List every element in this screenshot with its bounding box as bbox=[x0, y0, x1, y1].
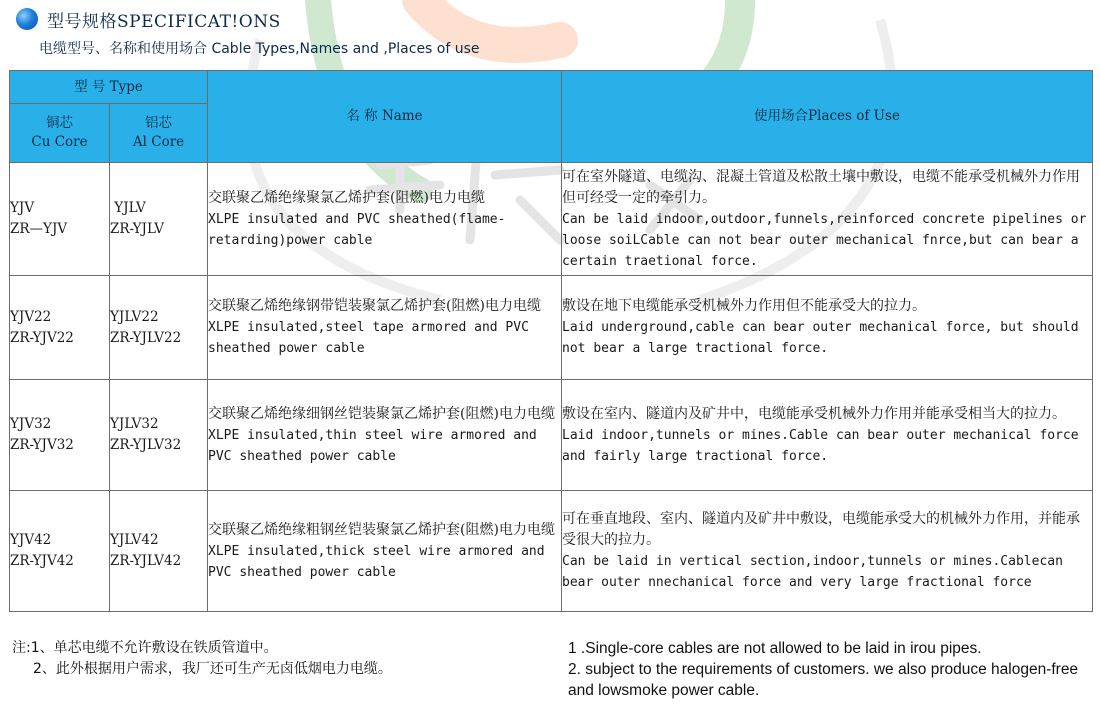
al-model-zr: ZR-YJLV bbox=[110, 221, 165, 237]
cable-spec-table bbox=[9, 70, 1093, 612]
cu-header-cn: 铜芯 bbox=[46, 115, 73, 131]
use-en: Can be laid in vertical section,indoor,tunnels or mines.Cablecan bear outer nnechanical force and very large fractional force bbox=[562, 554, 1063, 590]
title-row bbox=[14, 6, 480, 32]
use-cn: 可在垂直地段、室内、隧道内及矿井中敷设，电缆能承受大的机械外力作用，并能承受很大的拉力。 bbox=[562, 511, 1081, 548]
name-cn: 交联聚乙烯绝缘细钢丝铠装聚氯乙烯护套(阻燃)电力电缆 bbox=[208, 405, 555, 422]
name-en: XLPE insulated and PVC sheathed(flame-retarding)power cable bbox=[208, 211, 506, 248]
name-cell bbox=[208, 491, 562, 612]
notes-english bbox=[568, 638, 1088, 701]
al-model: YJLV32 bbox=[110, 416, 159, 432]
name-cell bbox=[208, 276, 562, 380]
al-model-cell bbox=[110, 163, 208, 276]
section-header bbox=[14, 6, 480, 58]
cu-model: YJV42 bbox=[10, 532, 52, 548]
al-model: YJLV42 bbox=[110, 532, 159, 548]
cu-model-cell bbox=[10, 163, 110, 276]
cu-header-en: Cu Core bbox=[31, 134, 88, 150]
al-model-cell bbox=[110, 276, 208, 380]
note-en-1: 1 .Single-core cables are not allowed to be laid in irou pipes. bbox=[568, 640, 982, 657]
al-model-zr: ZR-YJLV22 bbox=[110, 329, 182, 346]
use-cn: 敷设在地下电缆能承受机械外力作用但不能承受大的拉力。 bbox=[562, 298, 927, 314]
al-header-en: Al Core bbox=[132, 134, 185, 150]
al-header-cn: 铝芯 bbox=[145, 115, 172, 131]
name-en: XLPE insulated,thin steel wire armored and PVC sheathed power cable bbox=[208, 427, 537, 464]
name-cell bbox=[208, 380, 562, 491]
use-en: Laid underground,cable can bear outer mechanical force, but should not bear a large tractional force. bbox=[562, 320, 1079, 356]
note-cn-1: 注:1、单芯电缆不允许敷设在铁质管道中。 bbox=[12, 640, 278, 656]
use-cell bbox=[562, 491, 1093, 612]
cu-model-zr: ZR—YJV bbox=[10, 221, 68, 237]
table-row bbox=[10, 491, 1093, 612]
type-header: 型 号 Type bbox=[10, 71, 208, 104]
al-model-cell bbox=[110, 380, 208, 491]
cu-model-zr: ZR-YJV22 bbox=[10, 329, 74, 346]
cu-model-cell bbox=[10, 380, 110, 491]
cu-core-header bbox=[10, 104, 110, 163]
cu-model-zr: ZR-YJV42 bbox=[10, 553, 74, 569]
table-row bbox=[10, 380, 1093, 491]
cu-model-cell bbox=[10, 276, 110, 380]
al-model-zr: ZR-YJLV32 bbox=[110, 437, 182, 453]
note-en-2: 2. subject to the requirements of customers. we also produce halogen-free and lowsmoke power cable. bbox=[568, 661, 1079, 699]
bullet-circle-icon bbox=[16, 8, 38, 30]
name-en: XLPE insulated,thick steel wire armored and PVC sheathed power cable bbox=[208, 543, 545, 580]
al-core-header bbox=[110, 104, 208, 163]
page-title: 型号规格SPECIFICAT!ONS bbox=[47, 11, 281, 32]
al-model: YJLV22 bbox=[110, 308, 159, 325]
use-cell bbox=[562, 380, 1093, 491]
table-row bbox=[10, 163, 1093, 276]
name-cn: 交联聚乙烯绝缘聚氯乙烯护套(阻燃)电力电缆 bbox=[208, 189, 485, 206]
use-en: Can be laid indoor,outdoor,funnels,reinforced concrete pipelines or loose soiLCable can not bear outer mechanical fnrce,but can bear a certain traetional force. bbox=[562, 211, 1087, 269]
cu-model: YJV bbox=[10, 200, 35, 216]
use-header: 使用场合Places of Use bbox=[562, 71, 1093, 163]
name-en: XLPE insulated,steel tape armored and PVC sheathed power cable bbox=[208, 320, 529, 356]
al-model: YJLV bbox=[110, 200, 146, 216]
al-model-cell bbox=[110, 491, 208, 612]
al-model-zr: ZR-YJLV42 bbox=[110, 553, 182, 569]
notes-chinese bbox=[12, 638, 392, 680]
use-cn: 可在室外隧道、电缆沟、混凝土管道及松散土壤中敷设，电缆不能承受机械外力作用但可经受一定的牵引力。 bbox=[562, 168, 1081, 206]
use-cell bbox=[562, 163, 1093, 276]
note-cn-2: 2、此外根据用户需求，我厂还可生产无卤低烟电力电缆。 bbox=[33, 661, 392, 677]
cu-model: YJV32 bbox=[10, 416, 52, 432]
name-header: 名 称 Name bbox=[208, 71, 562, 163]
use-cn: 敷设在室内、隧道内及矿井中，电缆能承受机械外力作用并能承受相当大的拉力。 bbox=[562, 405, 1067, 422]
table-row bbox=[10, 276, 1093, 380]
page-subtitle: 电缆型号、名称和使用场合 Cable Types,Names and ,Places of use bbox=[39, 41, 480, 57]
use-cell bbox=[562, 276, 1093, 380]
cu-model-cell bbox=[10, 491, 110, 612]
name-cell bbox=[208, 163, 562, 276]
cu-model-zr: ZR-YJV32 bbox=[10, 437, 74, 453]
name-cn: 交联聚乙烯绝缘钢带铠装聚氯乙烯护套(阻燃)电力电缆 bbox=[208, 298, 541, 314]
cu-model: YJV22 bbox=[10, 308, 52, 325]
name-cn: 交联聚乙烯绝缘粗钢丝铠装聚氯乙烯护套(阻燃)电力电缆 bbox=[208, 521, 555, 538]
use-en: Laid indoor,tunnels or mines.Cable can bear outer mechanical force and fairly large tractional force. bbox=[562, 427, 1079, 464]
